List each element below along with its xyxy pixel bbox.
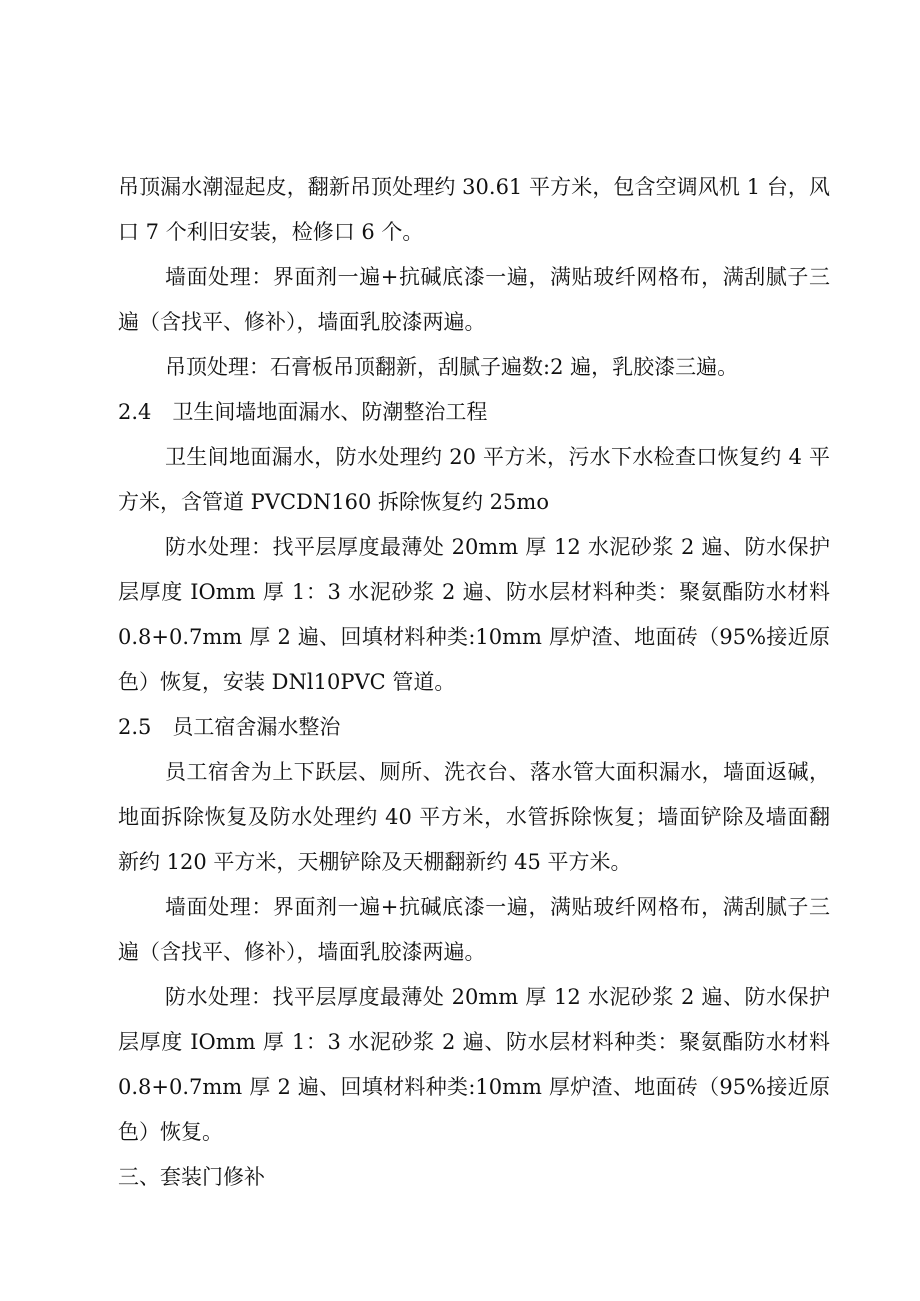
- paragraph-wall-treatment: 墙面处理：界面剂一遍+抗碱底漆一遍，满贴玻纤网格布，满刮腻子三遍（含找平、修补），墙面乳胶漆两遍。: [118, 265, 830, 334]
- paragraph-dormitory-leak: 员工宿舍为上下跃层、厕所、洗衣台、落水管大面积漏水，墙面返碱，地面拆除恢复及防水处理约 40 平方米，水管拆除恢复；墙面铲除及墙面翻新约 120 平方米，天棚铲除及天棚翻新约 45 平方米。: [118, 760, 830, 874]
- section-heading-2-4: 2.4 卫生间墙地面漏水、防潮整治工程: [118, 400, 488, 424]
- document-body: [118, 165, 830, 1200]
- section-heading-3: 三、套装门修补: [118, 1165, 265, 1189]
- paragraph-dormitory-waterproof-treatment: 防水处理：找平层厚度最薄处 20mm 厚 12 水泥砂浆 2 遍、防水保护层厚度 IOmm 厚 1：3 水泥砂浆 2 遍、防水层材料种类：聚氨酯防水材料 0.8+0.7mm 厚 2 遍、回填材料种类:10mm 厚炉渣、地面砖（95%接近原色）恢复。: [118, 985, 830, 1144]
- paragraph-ceiling-treatment: 吊顶处理：石膏板吊顶翻新，刮腻子遍数:2 遍，乳胶漆三遍。: [165, 355, 739, 379]
- section-heading-2-5: 2.5 员工宿舍漏水整治: [118, 715, 341, 739]
- paragraph-dormitory-wall-treatment: 墙面处理：界面剂一遍+抗碱底漆一遍，满贴玻纤网格布，满刮腻子三遍（含找平、修补），墙面乳胶漆两遍。: [118, 895, 830, 964]
- paragraph-ceiling-leak: 吊顶漏水潮湿起皮，翻新吊顶处理约 30.61 平方米，包含空调风机 1 台，风口 7 个利旧安装，检修口 6 个。: [118, 175, 830, 244]
- paragraph-waterproof-treatment: 防水处理：找平层厚度最薄处 20mm 厚 12 水泥砂浆 2 遍、防水保护层厚度 IOmm 厚 1：3 水泥砂浆 2 遍、防水层材料种类：聚氨酯防水材料 0.8+0.7mm 厚 2 遍、回填材料种类:10mm 厚炉渣、地面砖（95%接近原色）恢复，安装 DNl10PVC 管道。: [118, 535, 830, 694]
- paragraph-bathroom-leak: 卫生间地面漏水，防水处理约 20 平方米，污水下水检查口恢复约 4 平方米，含管道 PVCDN160 拆除恢复约 25mo: [118, 445, 830, 514]
